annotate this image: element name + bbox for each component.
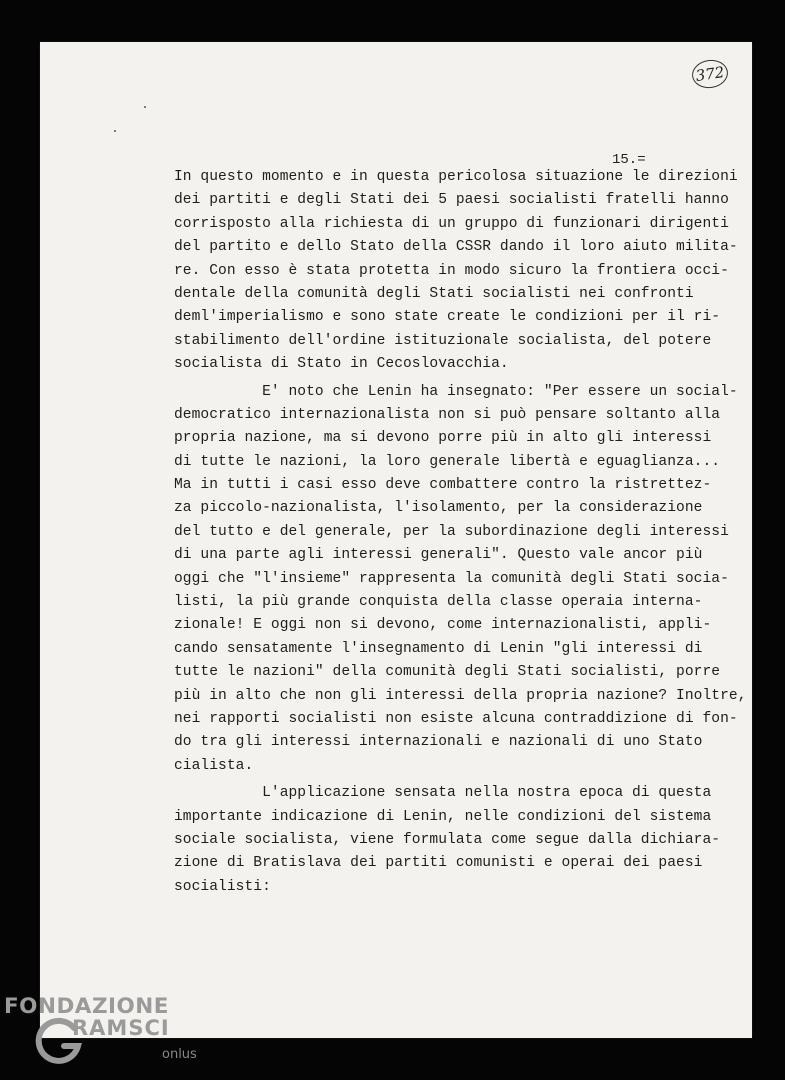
watermark-suffix: onlus xyxy=(162,1047,197,1062)
text-line: dentale della comunità degli Stati socialisti nei confronti xyxy=(174,285,694,302)
text-line: L'applicazione sensata nella nostra epoca di questa xyxy=(174,785,712,802)
text-line: oggi che "l'insieme" rappresenta la comunità degli Stati socia- xyxy=(174,570,729,587)
paper-speck xyxy=(144,106,146,108)
text-line: importante indicazione di Lenin, nelle condizioni del sistema xyxy=(174,808,712,825)
text-line: sociale socialista, viene formulata come segue dalla dichiara- xyxy=(174,831,721,848)
text-line: propria nazione, ma si devono porre più in alto gli interessi xyxy=(174,430,712,447)
text-line: do tra gli interessi internazionali e nazionali di uno Stato xyxy=(174,734,703,751)
watermark-line1: FONDAZIONE xyxy=(4,994,169,1019)
fondazione-gramsci-watermark xyxy=(4,994,204,1078)
text-line: listi, la più grande conquista della classe operaia interna- xyxy=(174,594,703,611)
text-line: E' noto che Lenin ha insegnato: "Per essere un social- xyxy=(174,383,738,400)
text-line: più in alto che non gli interessi della propria nazione? Inoltre, xyxy=(174,687,747,704)
text-line: cando sensatamente l'insegnamento di Lenin "gli interessi di xyxy=(174,640,703,657)
text-line: socialisti: xyxy=(174,878,271,895)
paragraph xyxy=(174,782,721,899)
text-line: del tutto e del generale, per la subordinazione degli interessi xyxy=(174,523,729,540)
text-line: stabilimento dell'ordine istituzionale socialista, del potere xyxy=(174,332,712,349)
watermark-line2: RAMSCI xyxy=(72,1016,170,1040)
text-line: socialista di Stato in Cecoslovacchia. xyxy=(174,356,509,373)
text-line: deml'imperialismo e sono state create le condizioni per il ri- xyxy=(174,309,721,326)
text-line: za piccolo-nazionalista, l'isolamento, per la considerazione xyxy=(174,500,703,517)
text-line: del partito e dello Stato della CSSR dando il loro aiuto milita- xyxy=(174,239,738,256)
folio-stamp: 372 xyxy=(690,58,730,91)
text-line: cialista. xyxy=(174,757,254,774)
page-number: 15.= xyxy=(612,152,646,168)
paragraph xyxy=(174,166,738,377)
text-line: dei partiti e degli Stati dei 5 paesi socialisti fratelli hanno xyxy=(174,192,729,209)
paper-speck xyxy=(114,130,116,132)
text-line: Ma in tutti i casi esso deve combattere contro la ristrettez- xyxy=(174,477,712,494)
text-line: zione di Bratislava dei partiti comunisti e operai dei paesi xyxy=(174,855,703,872)
document-body xyxy=(174,166,747,899)
text-line: democratico internazionalista non si può pensare soltanto alla xyxy=(174,406,721,423)
text-line: di una parte agli interessi generali". Questo vale ancor più xyxy=(174,547,703,564)
text-line: corrisposto alla richiesta di un gruppo di funzionari dirigenti xyxy=(174,215,729,232)
text-line: di tutte le nazioni, la loro generale libertà e eguaglianza... xyxy=(174,453,721,470)
text-line: In questo momento e in questa pericolosa situazione le direzioni xyxy=(174,169,738,185)
paragraph xyxy=(174,381,747,779)
text-line: tutte le nazioni" della comunità degli Stati socialisti, porre xyxy=(174,664,721,681)
text-line: nei rapporti socialisti non esiste alcuna contraddizione di fon- xyxy=(174,710,738,727)
text-line: zionale! E oggi non si devono, come internazionalisti, appli- xyxy=(174,617,712,634)
text-line: re. Con esso è stata protetta in modo sicuro la frontiera occi- xyxy=(174,262,729,279)
